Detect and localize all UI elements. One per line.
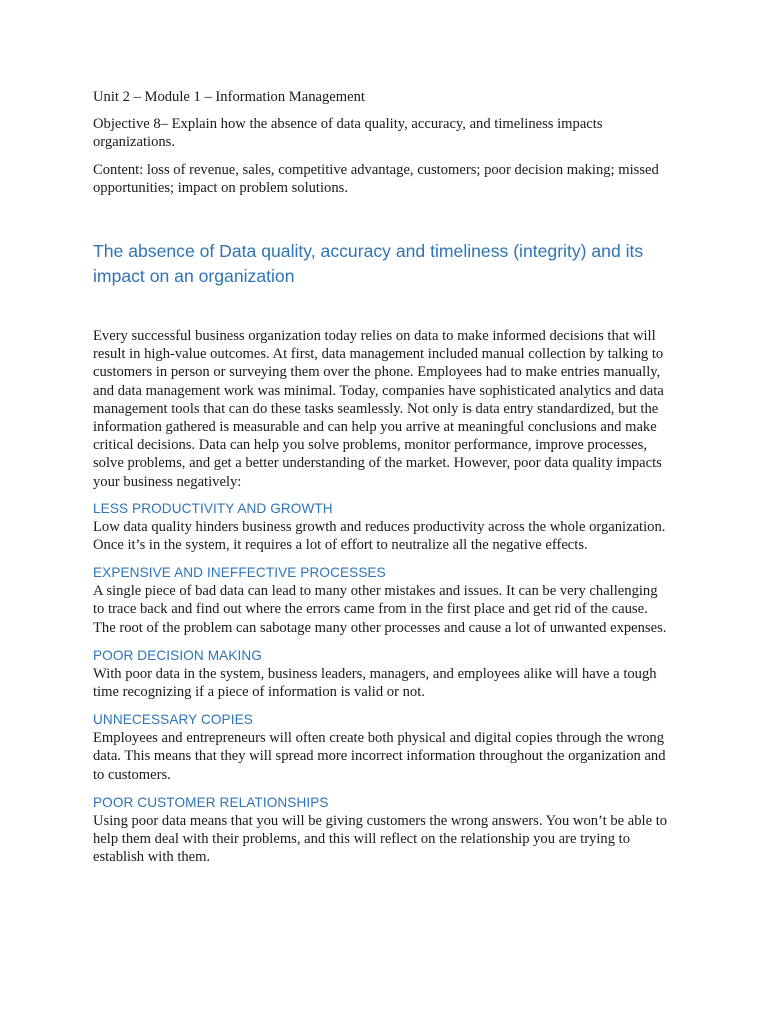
- section-body: Employees and entrepreneurs will often create both physical and digital copies through the wrong data. This means that they will spread more incorrect information throughout the organization and to customers.: [93, 730, 666, 783]
- content-line: Content: loss of revenue, sales, competitive advantage, customers; poor decision making; missed opportunities; impact on problem solutions.: [93, 161, 659, 196]
- section-heading: POOR CUSTOMER RELATIONSHIPS: [93, 794, 329, 810]
- intro-paragraph: Every successful business organization today relies on data to make informed decisions that will result in high-value outcomes. At first, data management included manual collection by talking to customers in person or surveying them over the phone. Employees had to make entries manually, and data management work was minimal. Today, companies have sophisticated analytics and data management tools that can do these tasks seamlessly. Not only is data entry standardized, but the information gathered is measurable and can help you arrive at meaningful conclusions and make critical decisions. Data can help you solve problems, monitor performance, improve processes, solve problems, and get a better understanding of the market. However, poor data quality impacts your business negatively:: [93, 328, 664, 490]
- section-heading: UNNECESSARY COPIES: [93, 712, 253, 728]
- section-poor-customer-relationships: [93, 794, 668, 867]
- document-page: [93, 88, 668, 876]
- section-body: Low data quality hinders business growth and reduces productivity across the whole organization. Once it’s in the system, it requires a lot of effort to neutralize all the negative effects.: [93, 518, 666, 554]
- main-heading: The absence of Data quality, accuracy and timeliness (integrity) and its impact on an organization: [93, 241, 644, 287]
- section-poor-decision-making: [93, 647, 668, 701]
- section-heading: POOR DECISION MAKING: [93, 647, 262, 663]
- section-body: A single piece of bad data can lead to many other mistakes and issues. It can be very challenging to trace back and find out where the errors came from in the first place and get rid of the cause. The root of the problem can sabotage many other processes and cause a lot of unwanted expenses.: [93, 583, 667, 636]
- unit-line: Unit 2 – Module 1 – Information Management: [93, 89, 365, 105]
- section-heading: LESS PRODUCTIVITY AND GROWTH: [93, 500, 333, 516]
- section-heading: EXPENSIVE AND INEFFECTIVE PROCESSES: [93, 565, 386, 581]
- section-less-productivity: [93, 500, 668, 554]
- section-body: With poor data in the system, business leaders, managers, and employees alike will have a tough time recognizing if a piece of information is valid or not.: [93, 665, 657, 701]
- section-expensive-processes: [93, 564, 668, 637]
- objective-line: Objective 8– Explain how the absence of data quality, accuracy, and timeliness impacts organizations.: [93, 116, 603, 151]
- section-unnecessary-copies: [93, 711, 668, 784]
- section-body: Using poor data means that you will be giving customers the wrong answers. You won’t be able to help them deal with their problems, and this will reflect on the relationship you are trying to establish with them.: [93, 812, 668, 866]
